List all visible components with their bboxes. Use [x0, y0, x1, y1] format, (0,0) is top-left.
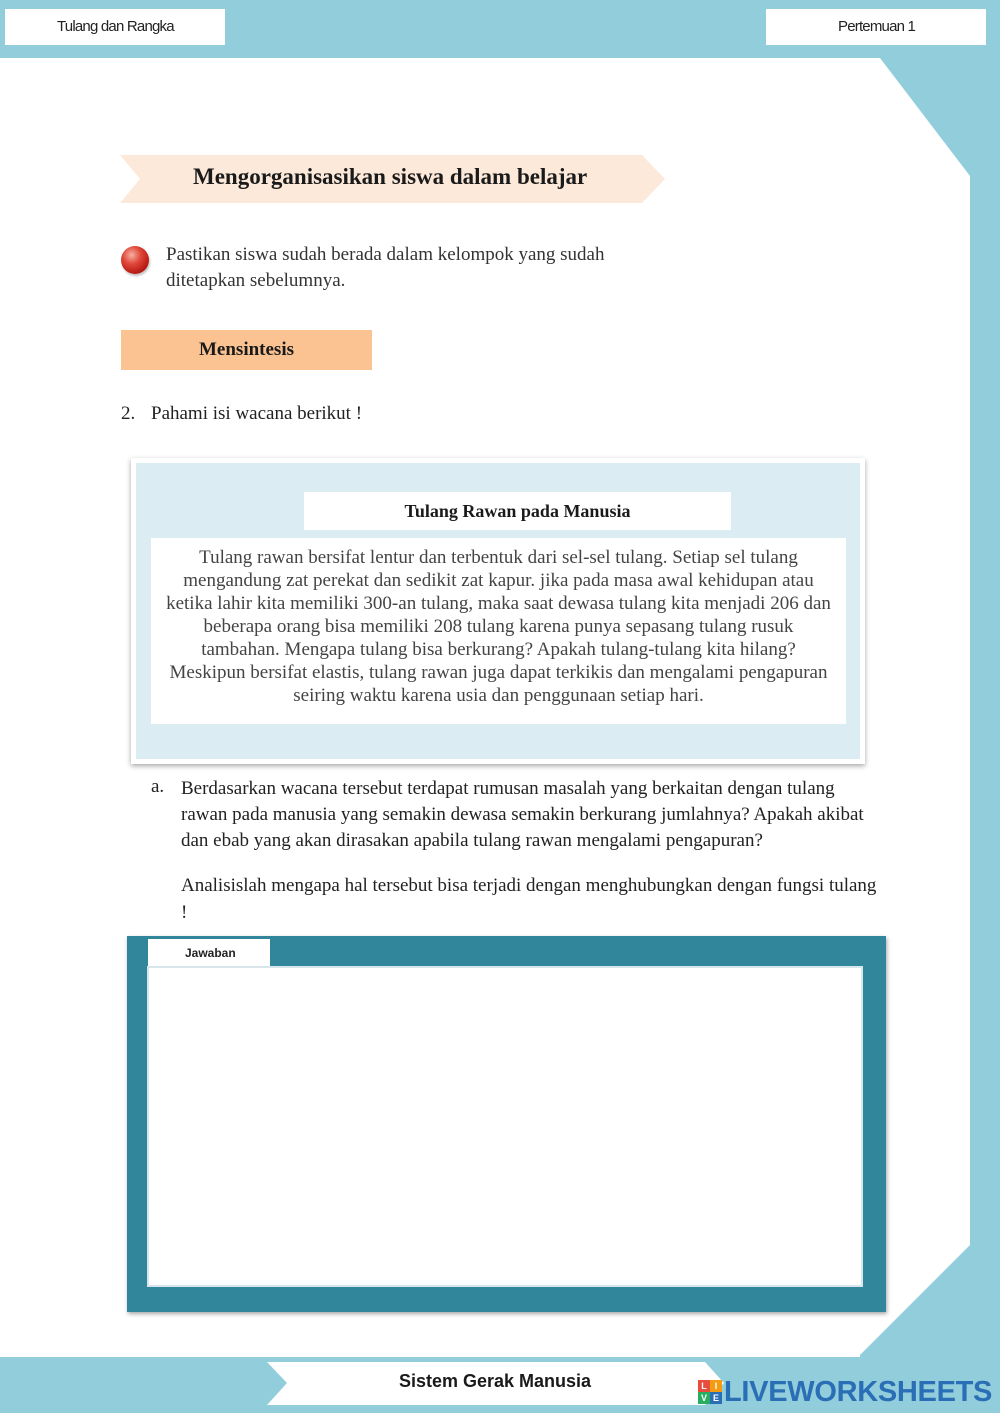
answer-tab-label: Jawaban	[148, 939, 270, 968]
footer-title: Sistem Gerak Manusia	[398, 1371, 592, 1391]
reading-card	[131, 458, 865, 764]
red-bullet-icon	[121, 246, 149, 274]
sub-question-label: a.	[151, 776, 165, 797]
liveworksheets-logo[interactable]	[698, 1376, 994, 1408]
header-tag-topic: Tulang dan Rangka	[5, 9, 225, 45]
liveworksheets-brand-text: LIVEWORKSHEETS	[724, 1375, 993, 1408]
reading-body: Tulang rawan bersifat lentur dan terbentuk dari sel-sel tulang. Setiap sel tulang mengandung zat perekat dan sedikit zat kapur. jika pada masa awal kehidupan atau ketika lahir kita memiliki 300-an tulang, maka saat dewasa tulang kita menjadi 206 dan beberapa orang bisa memiliki 208 tulang karena punya sepasang tulang rusuk tambahan. Mengapa tulang bisa berkurang? Apakah tulang-tulang kita hilang? Meskipun bersifat elastis, tulang rawan juga dapat terkikis dan mengalami pengapuran seiring waktu karena usia dan penggunaan setiap hari.	[151, 538, 846, 724]
logo-letter: V	[698, 1392, 710, 1404]
banner-title: Mengorganisasikan siswa dalam belajar	[193, 164, 588, 189]
reading-title: Tulang Rawan pada Manusia	[304, 492, 731, 530]
header-tag-meeting: Pertemuan 1	[766, 9, 986, 45]
answer-input[interactable]	[147, 966, 863, 1287]
logo-letter: I	[710, 1380, 722, 1392]
answer-box	[127, 936, 886, 1312]
reading-card-inner	[136, 463, 860, 759]
logo-letter: L	[698, 1380, 710, 1392]
sub-question-instruction: Analisislah mengapa hal tersebut bisa terjadi dengan menghubungkan dengan fungsi tulang !	[181, 875, 877, 923]
logo-letter: E	[710, 1392, 722, 1404]
bullet-note: Pastikan siswa sudah berada dalam kelompok yang sudah ditetapkan sebelumnya.	[166, 244, 605, 291]
question-text: Pahami isi wacana berikut !	[151, 403, 363, 424]
section-label: Mensintesis	[121, 330, 372, 370]
question-number: 2.	[121, 403, 136, 424]
liveworksheets-logo-icon	[698, 1380, 722, 1404]
sub-question-text: Berdasarkan wacana tersebut terdapat rumusan masalah yang berkaitan dengan tulang rawan pada manusia yang semakin dewasa semakin berkurang jumlahnya? Apakah akibat dan ebab yang akan dirasakan apabila tulang rawan mengalami pengapuran?	[181, 778, 864, 851]
